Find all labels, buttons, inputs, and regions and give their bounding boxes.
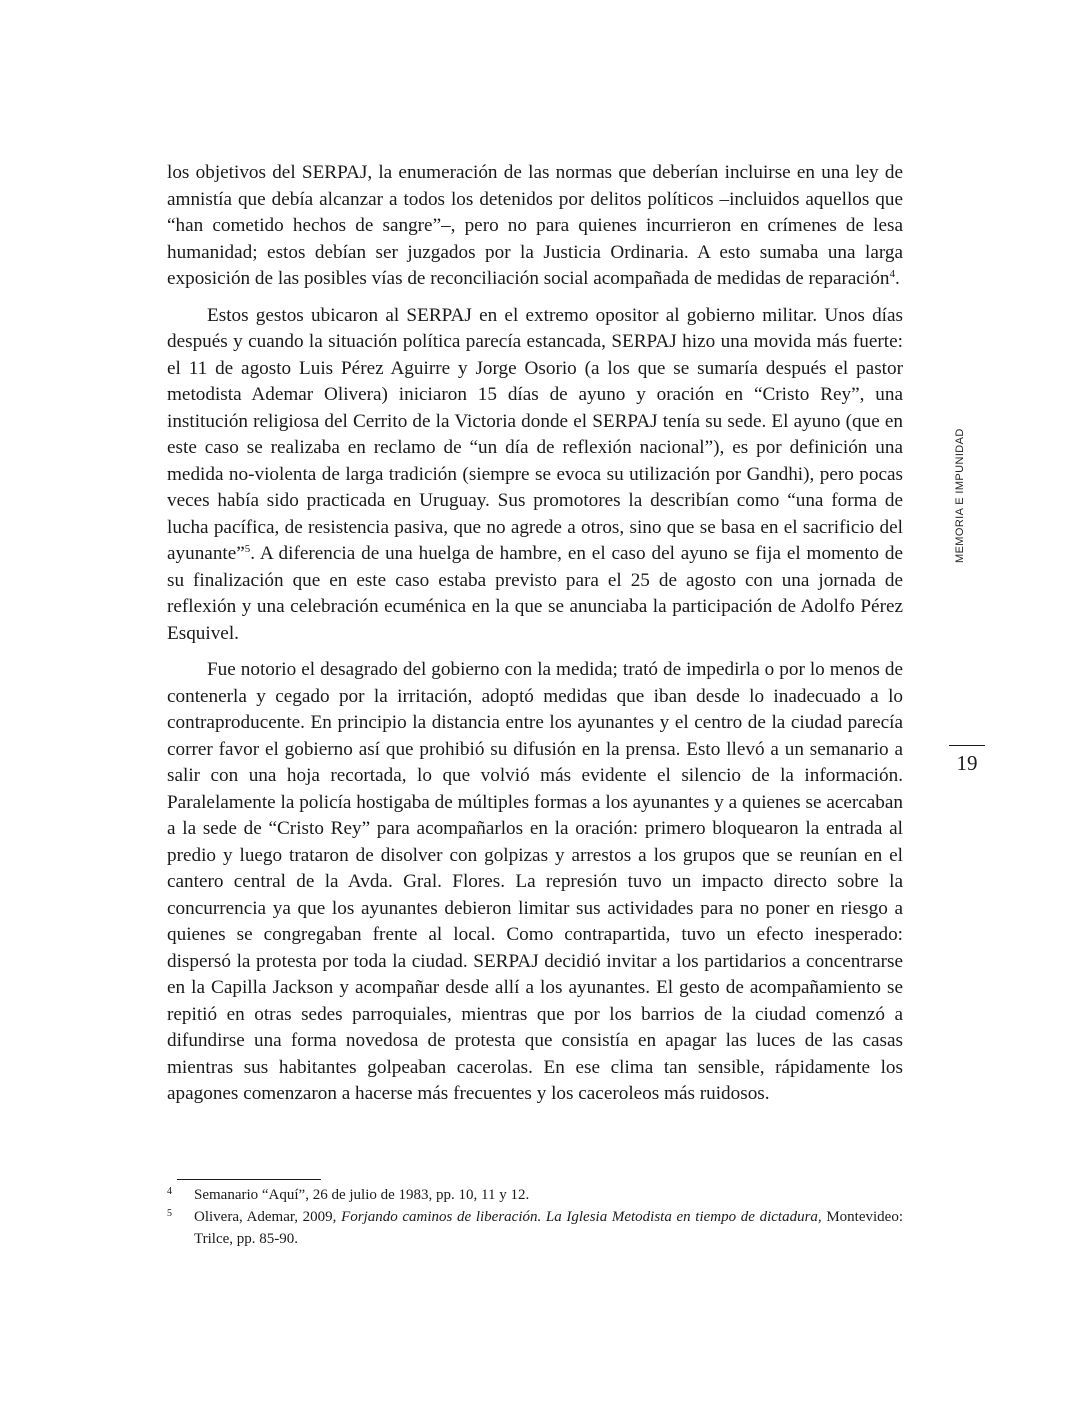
- footnote-separator: [177, 1179, 321, 1180]
- footnote-text-before: Olivera, Ademar, 2009,: [194, 1209, 342, 1225]
- footnote-ref-4[interactable]: 4: [889, 268, 895, 280]
- footnote-text-after: Montevideo: Trilce, pp. 85-90.: [194, 1209, 903, 1247]
- page-number-rule: [949, 745, 985, 746]
- footnote-5: 5 Olivera, Ademar, 2009, Forjando caminos de liberación. La Iglesia Metodista en tiempo de dictadura, Montevideo: Trilce, pp. 85-90.: [167, 1208, 903, 1247]
- paragraph-1: [167, 160, 903, 293]
- running-head: MEMORIA E IMPUNIDAD: [954, 428, 966, 563]
- paragraph-2-end: . A diferencia de una huelga de hambre, en el caso del ayuno se fija el momento de su finalización que en este caso estaba previsto para el 25 de agosto con una jornada de reflexión y una celebración ecuménica en la que se anunciaba la participación de Adolfo Pérez Esquivel.: [167, 543, 903, 644]
- paragraph-3: [167, 657, 903, 1108]
- body-text: [167, 160, 903, 1118]
- paragraph-2: [167, 303, 903, 648]
- footnote-4: 4 Semanario “Aquí”, 26 de julio de 1983, pp. 10, 11 y 12.: [167, 1186, 530, 1203]
- paragraph-1-text: los objetivos del SERPAJ, la enumeración de las normas que deberían incluirse en una ley de amnistía que debía alcanzar a todos los detenidos por delitos políticos –incluidos aquellos que “han cometido hechos de sangre”–, pero no para quienes incurrieron en crímenes de lesa humanidad; estos debían ser juzgados por la Justicia Ordinaria. A esto sumaba una larga exposición de las posibles vías de reconciliación social acompañada de medidas de reparación: [167, 162, 903, 289]
- footnote-ref-5[interactable]: 5: [244, 543, 251, 555]
- page-number: 19: [956, 751, 978, 775]
- paragraph-1-end: .: [894, 268, 900, 289]
- footnote-text: Semanario “Aquí”, 26 de julio de 1983, pp. 10, 11 y 12.: [194, 1187, 530, 1203]
- footnote-book-title: Forjando caminos de liberación. La Iglesia Metodista en tiempo de dictadura,: [341, 1209, 822, 1225]
- footnotes: [167, 1184, 903, 1250]
- paragraph-2-text: Estos gestos ubicaron al SERPAJ en el extremo opositor al gobierno militar. Unos días después y cuando la situación política parecía estancada, SERPAJ hizo una movida más fuerte: el 11 de agosto Luis Pérez Aguirre y Jorge Osorio (a los que se sumaría después el pastor metodista Ademar Olivera) iniciaron 15 días de ayuno y oración en “Cristo Rey”, una institución religiosa del Cerrito de la Victoria donde el SERPAJ tenía su sede. El ayuno (que en este caso se realizaba en reclamo de “un día de reflexión nacional”), es por definición una medida no-violenta de larga tradición (siempre se evoca su utilización por Gandhi), pero pocas veces había sido practicada en Uruguay. Sus promotores la describían como “una forma de lucha pacífica, de resistencia pasiva, que no agrede a otros, sino que se basa en el sacrificio del ayunante”: [167, 304, 903, 564]
- paragraph-3-text: Fue notorio el desagrado del gobierno con la medida; trató de impedirla o por lo menos de contenerla y cegado por la irritación, adoptó medidas que iban desde lo inadecuado a lo contraproducente. En principio la distancia entre los ayunantes y el centro de la ciudad parecía correr favor el gobierno así que prohibió su difusión en la prensa. Esto llevó a un semanario a salir con una hoja recortada, lo que volvió más evidente el silencio de la información. Paralelamente la policía hostigaba de múltiples formas a los ayunantes y a quienes se acercaban a la sede de “Cristo Rey” para acompañarlos en la oración: primero bloquearon la entrada al predio y luego trataron de disolver con golpizas y arrestos a los grupos que se reunían en el cantero central de la Avda. Gral. Flores. La represión tuvo un impacto directo sobre la concurrencia ya que los ayunantes debieron limitar sus actividades para no poner en riesgo a quienes se congregaban frente al local. Como contrapartida, tuvo un efecto inesperado: dispersó la protesta por toda la ciudad. SERPAJ decidió invitar a los partidarios a concentrarse en la Capilla Jackson y acompañar desde allí a los ayunantes. El gesto de acompañamiento se repitió en otras sedes parroquiales, mientras que por los barrios de la ciudad comenzó a difundirse una forma novedosa de protesta que consistía en apagar las luces de las casas mientras sus habitantes golpeaban cacerolas. En ese clima tan sensible, rápidamente los apagones comenzaron a hacerse más frecuentes y los caceroleos más ruidosos.: [167, 659, 903, 1104]
